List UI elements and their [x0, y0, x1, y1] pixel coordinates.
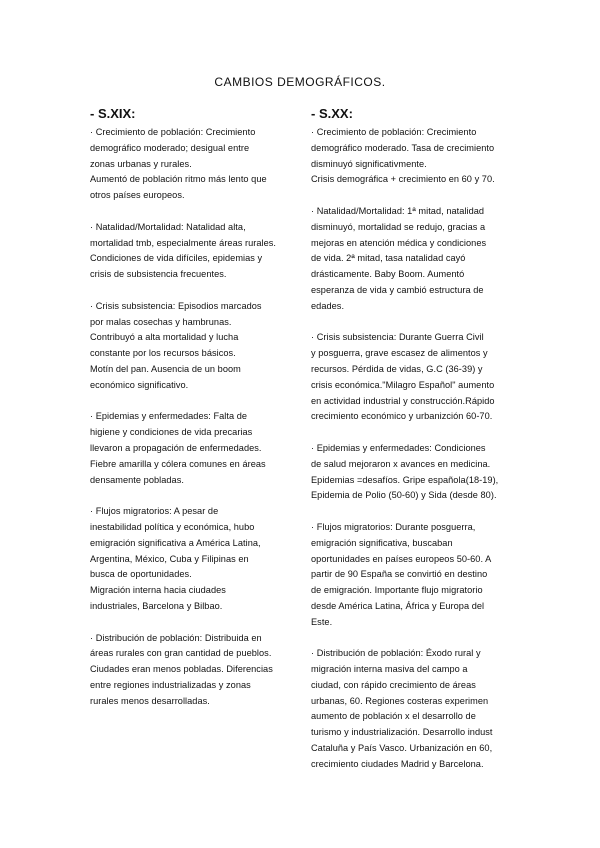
- text-line: demográfico moderado; desigual entre: [90, 142, 250, 153]
- text-line: entre regiones industrializadas y zonas: [90, 679, 251, 690]
- text-line: crisis de subsistencia frecuentes.: [90, 269, 227, 280]
- topic-section: [90, 125, 305, 204]
- text-line: y posguerra, grave escasez de alimentos y: [311, 348, 488, 359]
- topic-section: [311, 330, 516, 425]
- text-line: por malas cosechas y hambrunas.: [90, 316, 232, 327]
- text-line: · Crisis subsistencia: Durante Guerra Civil: [311, 332, 484, 343]
- text-line: mortalidad tmb, especialmente áreas rurales.: [90, 237, 277, 248]
- text-line: crisis económica."Milagro Español" aumento: [311, 379, 495, 390]
- text-line: Motín del pan. Ausencia de un boom: [90, 363, 241, 374]
- text-line: · Flujos migratorios: A pesar de: [90, 506, 219, 517]
- text-line: zonas urbanas y rurales.: [90, 158, 192, 169]
- topic-section: [311, 204, 516, 315]
- text-line: · Epidemias y enfermedades: Condiciones: [311, 442, 486, 453]
- document-title: CAMBIOS DEMOGRÁFICOS.: [214, 75, 386, 89]
- text-line: urbanas, 60. Regiones costeras experimen: [311, 695, 489, 706]
- topic-section: [90, 220, 305, 283]
- text-line: de salud mejoraron x avances en medicina.: [311, 458, 491, 469]
- text-line: migración interna masiva del campo a: [311, 664, 468, 675]
- column-s-xx: [311, 106, 516, 788]
- text-line: crecimiento ciudades Madrid y Barcelona.: [311, 758, 484, 769]
- text-line: · Natalidad/Mortalidad: 1ª mitad, natalidad: [311, 205, 485, 216]
- topic-section: [90, 504, 305, 615]
- text-line: inestabilidad política y económica, hubo: [90, 521, 255, 532]
- text-line: constante por los recursos básicos.: [90, 348, 236, 359]
- text-line: mejoras en atención médica y condiciones: [311, 237, 487, 248]
- column-heading: - S.XX:: [311, 106, 353, 121]
- text-line: Cataluña y País Vasco. Urbanización en 60,: [311, 743, 493, 754]
- text-line: industriales, Barcelona y Bilbao.: [90, 600, 223, 611]
- text-line: ciudad, con rápido crecimiento de áreas: [311, 679, 476, 690]
- text-line: edades.: [311, 300, 345, 311]
- text-line: · Natalidad/Mortalidad: Natalidad alta,: [90, 221, 246, 232]
- text-line: otros países europeos.: [90, 190, 185, 201]
- text-line: esperanza de vida y cambió estructura de: [311, 284, 484, 295]
- text-line: demográfico moderado. Tasa de crecimiento: [311, 142, 495, 153]
- text-line: crecimiento económico y urbanizción 60-70.: [311, 411, 493, 422]
- text-line: emigración significativa, buscaban: [311, 537, 453, 548]
- text-line: disminuyó significativmente.: [311, 158, 427, 169]
- text-line: Contribuyó a alta mortalidad y lucha: [90, 332, 239, 343]
- text-line: Crisis demográfica + crecimiento en 60 y 70.: [311, 174, 495, 185]
- topic-section: [311, 125, 516, 188]
- text-line: rurales menos desarrolladas.: [90, 695, 210, 706]
- text-line: busca de oportunidades.: [90, 569, 192, 580]
- text-line: aumento de población x el desarrollo de: [311, 711, 476, 722]
- topic-section: [90, 409, 305, 488]
- text-line: densamente pobladas.: [90, 474, 184, 485]
- text-line: · Epidemias y enfermedades: Falta de: [90, 411, 248, 422]
- text-line: · Distribución de población: Distribuida en: [90, 632, 262, 643]
- text-line: Condiciones de vida difíciles, epidemias y: [90, 253, 263, 264]
- topic-section: [90, 631, 305, 710]
- topic-section: [311, 646, 516, 772]
- topic-section: [311, 520, 516, 631]
- text-line: Ciudades eran menos pobladas. Diferencias: [90, 664, 273, 675]
- topic-section: [311, 441, 516, 504]
- column-s-xix: [90, 106, 305, 725]
- text-line: higiene y condiciones de vida precarias: [90, 427, 253, 438]
- text-line: disminuyó, mortalidad se redujo, gracias a: [311, 221, 486, 232]
- text-line: desde América Latina, África y Europa del: [311, 600, 485, 611]
- text-line: Argentina, México, Cuba y Filipinas en: [90, 553, 249, 564]
- text-line: turismo y industrialización. Desarrollo indust: [311, 727, 493, 738]
- topic-section: [90, 299, 305, 394]
- column-heading: - S.XIX:: [90, 106, 136, 121]
- text-line: económico significativo.: [90, 379, 189, 390]
- text-line: Fiebre amarilla y cólera comunes en áreas: [90, 458, 266, 469]
- text-line: de emigración. Importante flujo migratorio: [311, 585, 483, 596]
- text-line: partir de 90 España se convirtió en destino: [311, 569, 488, 580]
- text-line: · Crecimiento de población: Crecimiento: [90, 127, 256, 137]
- text-line: · Crisis subsistencia: Episodios marcados: [90, 300, 262, 311]
- text-line: · Distribución de población: Éxodo rural y: [311, 648, 481, 659]
- text-line: emigración significativa a América Latina,: [90, 537, 261, 548]
- text-line: · Crecimiento de población: Crecimiento: [311, 127, 477, 137]
- text-line: recursos. Pérdida de vidas, G.C (36-39) y: [311, 363, 483, 374]
- text-line: Epidemias =desafíos. Gripe española(18-19),: [311, 474, 499, 485]
- text-line: Este.: [311, 616, 333, 627]
- text-line: áreas rurales con gran cantidad de pueblos.: [90, 648, 272, 659]
- text-line: drásticamente. Baby Boom. Aumentó: [311, 269, 465, 280]
- text-line: de vida. 2ª mitad, tasa natalidad cayó: [311, 253, 466, 264]
- text-line: Migración interna hacia ciudades: [90, 585, 226, 596]
- text-line: llevaron a propagación de enfermedades.: [90, 442, 262, 453]
- text-line: oportunidades en países europeos 50-60. A: [311, 553, 492, 564]
- text-line: Aumentó de población ritmo más lento que: [90, 174, 267, 185]
- text-line: · Flujos migratorios: Durante posguerra,: [311, 521, 476, 532]
- text-line: Epidemia de Polio (50-60) y Sida (desde 80).: [311, 490, 497, 501]
- text-line: en actividad industrial y construcción.Rápido: [311, 395, 495, 406]
